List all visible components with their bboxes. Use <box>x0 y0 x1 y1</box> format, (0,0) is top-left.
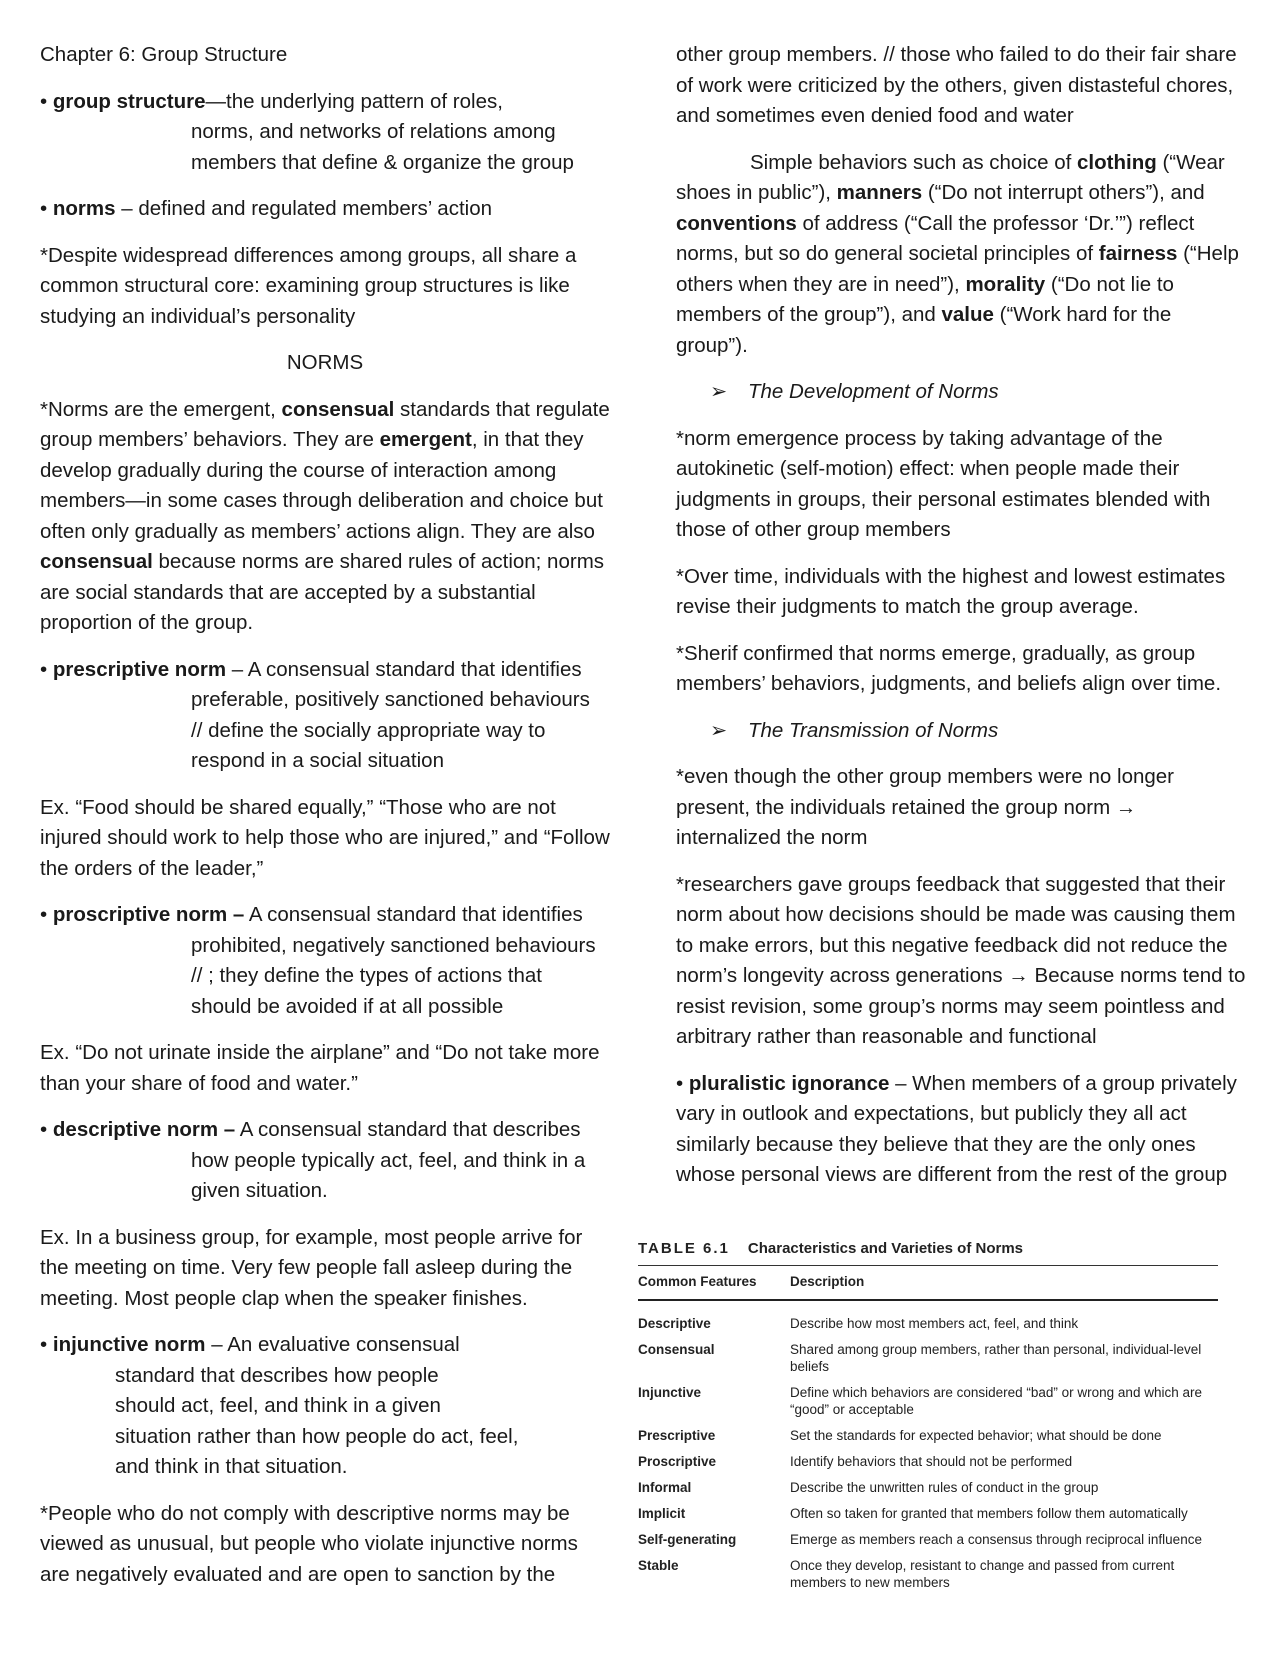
term: pluralistic ignorance <box>688 1071 890 1095</box>
definition-text: and think in that situation. <box>115 1455 348 1478</box>
definition-text: – When members of a group privately vary in outlook and expectations, but publicly they all act similarly because they believe that they are the only ones whose personal views are different from the rest of the group <box>676 1071 1237 1186</box>
table-label: TABLE 6.1 <box>638 1240 730 1257</box>
bullet: • <box>676 1071 684 1095</box>
text: *Norms are the emergent, <box>40 397 282 421</box>
bold-text: clothing <box>1077 150 1157 174</box>
table-title: Characteristics and Varieties of Norms <box>747 1240 1024 1257</box>
definition-text: A consensual standard that identifies <box>244 903 583 926</box>
table-row <box>638 1531 1218 1548</box>
description-cell: Once they develop, resistant to change and passed from current members to new members <box>790 1558 1175 1590</box>
feature-cell: Informal <box>638 1480 692 1495</box>
text: (“Help others when they are in need”), <box>676 242 1239 296</box>
norms-table <box>638 1240 1218 1600</box>
paragraph-continued: other group members. // those who failed to do their fair share of work were criticized by the others, given distasteful chores, and sometimes even denied food and water <box>676 43 1237 127</box>
subheading-text: The Transmission of Norms <box>748 718 999 742</box>
definition-proscriptive-norm <box>40 900 610 1022</box>
table-row <box>638 1384 1218 1418</box>
definition-text: norms, and networks of relations among <box>191 120 556 143</box>
example-prescriptive: Ex. “Food should be shared equally,” “Those who are not injured should work to help those who are injured,” and “Follow the orders of the leader,” <box>40 795 610 880</box>
table-row <box>638 1479 1218 1496</box>
definition-text: should be avoided if at all possible <box>191 994 504 1018</box>
table-caption <box>638 1240 1218 1257</box>
feature-cell: Injunctive <box>638 1385 702 1400</box>
feature-cell: Self-generating <box>638 1532 737 1547</box>
definition-prescriptive-norm <box>40 655 610 777</box>
table-row <box>638 1453 1218 1470</box>
subheading-development <box>710 377 1246 408</box>
term: prescriptive norm <box>52 657 227 681</box>
bullet: • <box>40 197 48 220</box>
bold-text: consensual <box>40 550 153 573</box>
text: Simple behaviors such as choice of <box>750 150 1078 174</box>
example-proscriptive: Ex. “Do not urinate inside the airplane” and “Do not take more than your share of food and water.” <box>40 1041 600 1095</box>
table-row <box>638 1505 1218 1522</box>
definition-text: – An evaluative consensual <box>205 1333 460 1356</box>
bold-text: morality <box>965 272 1046 296</box>
bullet: • <box>40 657 48 681</box>
definition-text: standard that describes how people <box>115 1363 439 1387</box>
description-cell: Shared among group members, rather than personal, individual-level beliefs <box>790 1342 1202 1374</box>
definition-text: how people typically act, feel, and think in a <box>191 1148 586 1172</box>
bold-text: emergent <box>379 428 472 451</box>
feature-cell: Proscriptive <box>638 1454 717 1469</box>
definition-text: // define the socially appropriate way to <box>191 718 546 742</box>
table-header <box>638 1266 1218 1299</box>
definition-text: – defined and regulated members’ action <box>115 197 492 220</box>
feature-cell: Implicit <box>638 1506 686 1521</box>
bold-text: conventions <box>676 211 797 235</box>
definition-group-structure <box>40 87 610 179</box>
example-descriptive: Ex. In a business group, for example, most people arrive for the meeting on time. Very few people fall asleep during the meeting. Most people clap when the speaker finishes. <box>40 1225 583 1310</box>
description-cell: Set the standards for expected behavior; what should be done <box>790 1428 1162 1443</box>
table-row <box>638 1427 1218 1444</box>
definition-descriptive-norm <box>40 1115 610 1207</box>
text: standards that regulate group members’ behaviors. They are <box>40 397 610 451</box>
column-header: Description <box>790 1274 865 1289</box>
definition-text: prohibited, negatively sanctioned behaviours <box>191 933 596 957</box>
bold-text: fairness <box>1098 242 1178 265</box>
text: (“Wear shoes in public”), <box>676 150 1225 204</box>
arrow-bullet-icon: ➢ <box>710 380 728 403</box>
description-cell: Often so taken for granted that members follow them automatically <box>790 1506 1188 1521</box>
paragraph-comply: *People who do not comply with descriptive norms may be viewed as unusual, but people who violate injunctive norms are negatively evaluated and are open to sanction by the <box>40 1501 578 1586</box>
definition-text: – A consensual standard that identifies <box>226 657 582 681</box>
definition-norms <box>40 194 610 225</box>
feature-cell: Prescriptive <box>638 1428 716 1443</box>
term: proscriptive norm – <box>52 903 245 926</box>
paragraph-over-time: *Over time, individuals with the highest and lowest estimates revise their judgments to match the group average. <box>676 564 1226 618</box>
definition-text: given situation. <box>191 1179 328 1202</box>
paragraph-despite: *Despite widespread differences among groups, all share a common structural core: examining group structures is like studying an individual’s personality <box>40 243 577 328</box>
text: (“Do not lie to members of the group”), and <box>676 272 1174 326</box>
description-cell: Identify behaviors that should not be performed <box>790 1454 1073 1469</box>
feature-cell: Consensual <box>638 1342 715 1357</box>
subheading-text: The Development of Norms <box>748 380 999 403</box>
paragraph-norms-intro <box>40 395 610 639</box>
paragraph-sherif: *Sherif confirmed that norms emerge, gradually, as group members’ behaviors, judgments, and beliefs align over time. <box>676 641 1222 695</box>
text: of address (“Call the professor ‘Dr.’”) reflect norms, but so do general societal principles of <box>676 211 1195 265</box>
feature-cell: Stable <box>638 1558 679 1573</box>
bold-text: manners <box>836 181 923 204</box>
definition-text: preferable, positively sanctioned behaviours <box>191 688 590 711</box>
paragraph-emergence: *norm emergence process by taking advantage of the autokinetic (self-motion) effect: when people made their judgments in groups, their personal estimates blended with those of other group members <box>676 426 1211 541</box>
definition-pluralistic-ignorance <box>676 1069 1246 1191</box>
bullet: • <box>40 89 48 113</box>
definition-text: // ; they define the types of actions that <box>191 964 542 987</box>
bold-text: value <box>941 303 994 326</box>
definition-injunctive-norm <box>40 1330 610 1483</box>
table-row <box>638 1557 1218 1591</box>
text: (“Do not interrupt others”), and <box>922 181 1205 204</box>
right-column <box>676 40 1246 1207</box>
definition-text: situation rather than how people do act, feel, <box>115 1424 519 1448</box>
table-row <box>638 1315 1218 1332</box>
definition-text: A consensual standard that describes <box>235 1118 581 1141</box>
table-row <box>638 1341 1218 1375</box>
definition-text: should act, feel, and think in a given <box>115 1394 441 1417</box>
table-body <box>638 1301 1218 1591</box>
arrow-bullet-icon: ➢ <box>710 718 728 742</box>
term: injunctive norm <box>52 1333 206 1356</box>
bullet: • <box>40 903 48 926</box>
left-column <box>40 40 610 1606</box>
paragraph-simple-behaviors <box>676 148 1246 362</box>
column-header: Common Features <box>638 1274 757 1289</box>
term: descriptive norm – <box>52 1118 236 1141</box>
subheading-transmission <box>710 716 1246 747</box>
chapter-title: Chapter 6: Group Structure <box>40 43 288 66</box>
description-cell: Emerge as members reach a consensus through reciprocal influence <box>790 1532 1202 1547</box>
term: group structure <box>52 89 206 113</box>
bullet: • <box>40 1118 48 1141</box>
text: , in that they develop gradually during the course of interaction among members—in some cases through deliberation and choice but often only gradually as members’ actions align. They are also <box>40 428 603 543</box>
definition-text: members that define & organize the group <box>191 150 574 174</box>
text: because norms are shared rules of action; norms are social standards that are accepted by a substantial proportion of the group. <box>40 550 605 634</box>
description-cell: Describe how most members act, feel, and think <box>790 1316 1079 1331</box>
definition-text: respond in a social situation <box>191 749 444 772</box>
paragraph-researchers: *researchers gave groups feedback that suggested that their norm about how decisions should be made was causing them to make errors, but this negative feedback did not reduce the norm’s longevity across generations → Because norms tend to resist revision, some group’s norms may seem pointless and arbitrary rather than reasonable and functional <box>676 872 1246 1048</box>
text: (“Work hard for the group”). <box>676 303 1172 357</box>
feature-cell: Descriptive <box>638 1316 711 1331</box>
definition-text: —the underlying pattern of roles, <box>205 89 503 113</box>
bold-text: consensual <box>281 397 395 421</box>
term: norms <box>52 197 116 220</box>
description-cell: Define which behaviors are considered “bad” or wrong and which are “good” or acceptable <box>790 1385 1202 1417</box>
bullet: • <box>40 1333 48 1356</box>
description-cell: Describe the unwritten rules of conduct in the group <box>790 1480 1099 1495</box>
section-heading-norms: NORMS <box>286 351 364 374</box>
paragraph-even-though: *even though the other group members were no longer present, the individuals retained the group norm → internalized the norm <box>676 765 1175 849</box>
